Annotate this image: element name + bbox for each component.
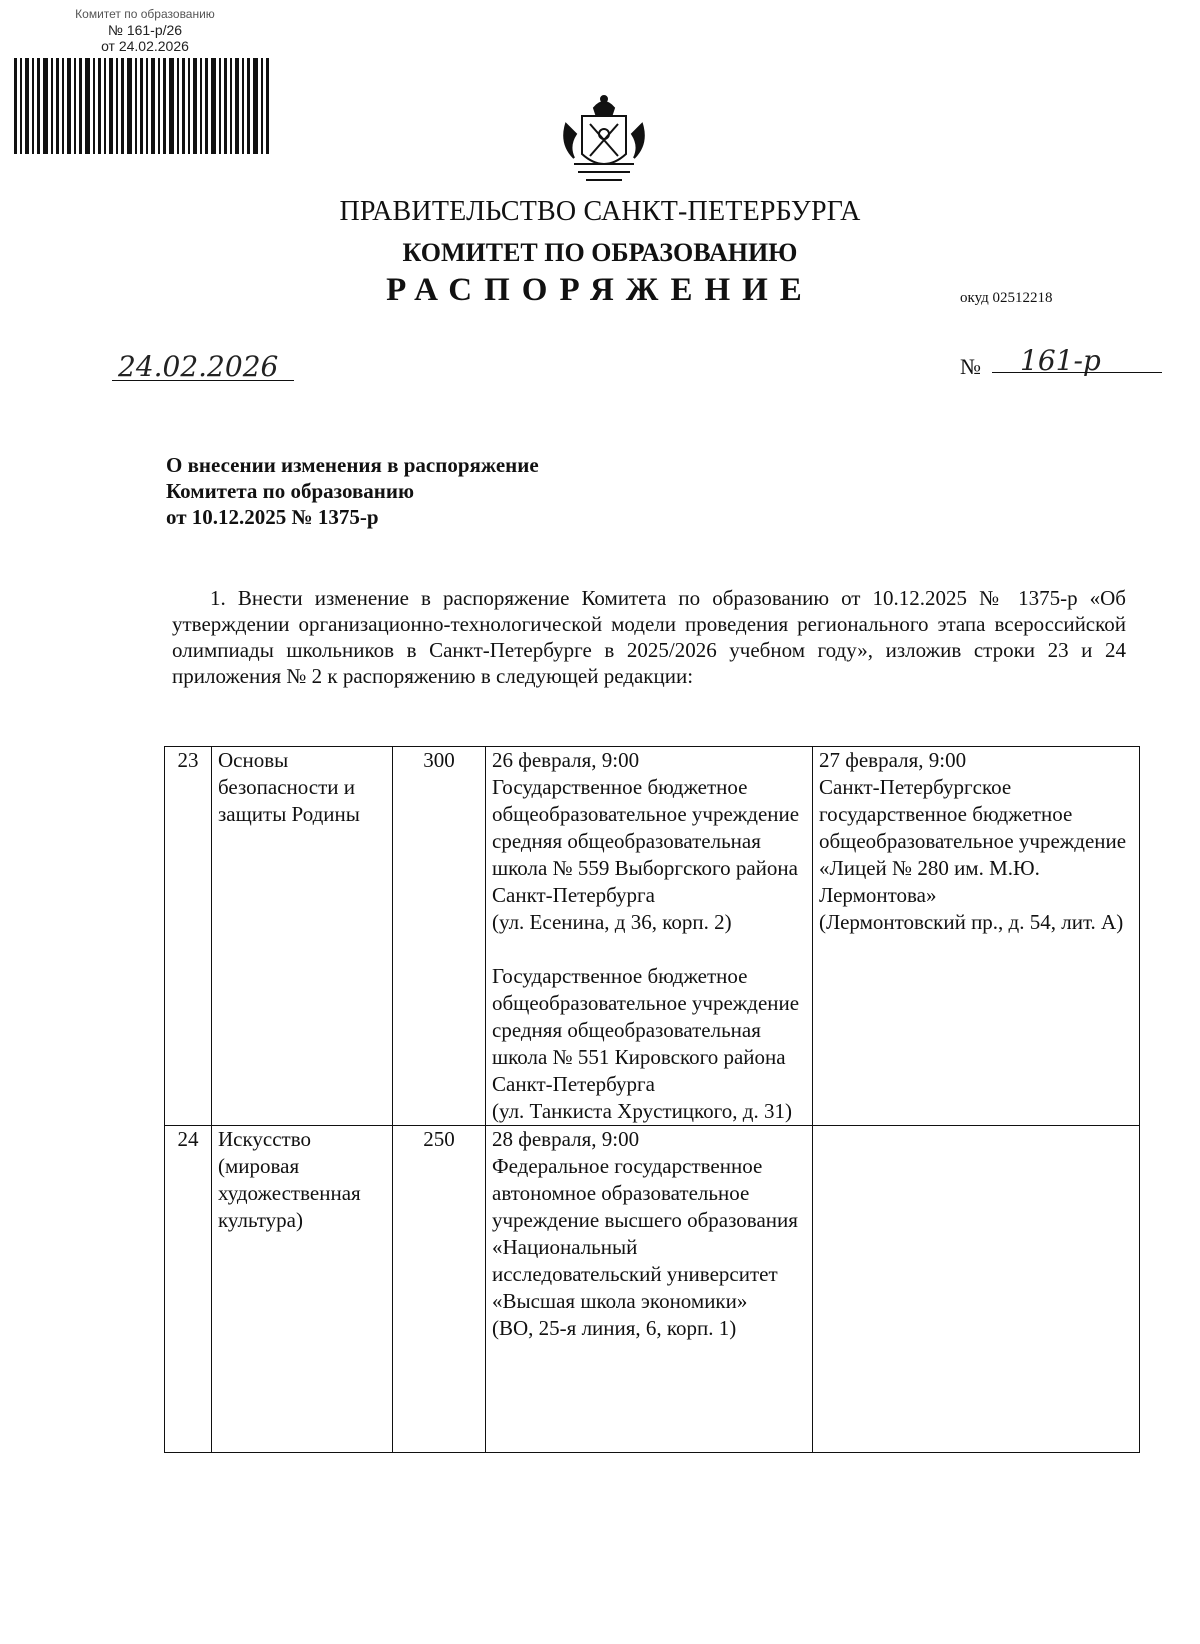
- venue-day2: [813, 747, 1140, 1126]
- participant-count: 250: [393, 1126, 486, 1453]
- stamp-issuer: Комитет по образованию: [75, 7, 215, 21]
- document-number: 161-р: [1020, 344, 1101, 377]
- document-subject: [166, 452, 539, 530]
- venue-address: (ул. Есенина, д 36, корп. 2): [492, 910, 732, 934]
- document-type: РАСПОРЯЖЕНИЕ: [386, 272, 814, 308]
- venue-name: Федеральное государственное автономное образовательное учреждение высшего образования «Национальный исследовательский университет «Высшая школа экономики»: [492, 1154, 798, 1313]
- subject-line: О внесении изменения в распоряжение: [166, 453, 539, 477]
- number-label: №: [960, 354, 981, 379]
- subject-line: Комитета по образованию: [166, 479, 415, 503]
- venue-datetime: 27 февраля, 9:00: [819, 748, 967, 772]
- olympiad-subject: Искусство (мировая художественная культура): [212, 1126, 393, 1453]
- okud-code: окуд 02512218: [960, 290, 1053, 306]
- date-underline: [112, 380, 294, 381]
- barcode: [14, 58, 272, 154]
- venue-name: Государственное бюджетное общеобразовательное учреждение средняя общеобразовательная школа № 551 Кировского района Санкт-Петербурга: [492, 964, 800, 1096]
- venue-day1: [486, 1126, 813, 1453]
- body-paragraph: 1. Внести изменение в распоряжение Комитета по образованию от 10.12.2025 № 1375-р «Об утверждении организационно-технологической модели проведения регионального этапа всероссийской олимпиады школьников в Санкт-Петербурге в 2025/2026 учебном году», изложив строки 23 и 24 приложения № 2 к распоряжению в следующей редакции:: [172, 586, 1126, 688]
- venue-address: (Лермонтовский пр., д. 54, лит. А): [819, 910, 1124, 934]
- stamp-date: от 24.02.2026: [101, 38, 189, 54]
- table-row: [165, 747, 1140, 1126]
- venue-name: Государственное бюджетное общеобразовательное учреждение средняя общеобразовательная школа № 559 Выборгского района Санкт-Петербурга: [492, 775, 800, 907]
- number-underline: [992, 372, 1162, 373]
- document-date: 24.02.2026: [118, 350, 279, 383]
- venue-address: (ВО, 25-я линия, 6, корп. 1): [492, 1316, 737, 1340]
- subject-line: от 10.12.2025 № 1375-р: [166, 505, 379, 529]
- olympiad-subject: Основы безопасности и защиты Родины: [212, 747, 393, 1126]
- venue-day1: [486, 747, 813, 1126]
- table-row: [165, 1126, 1140, 1453]
- registration-stamp: [40, 6, 250, 54]
- participant-count: 300: [393, 747, 486, 1126]
- venue-day2: [813, 1126, 1140, 1453]
- venue-name: Санкт-Петербургское государственное бюджетное общеобразовательное учреждение «Лицей № 280 им. М.Ю. Лермонтова»: [819, 775, 1127, 907]
- row-number: 24: [165, 1126, 212, 1453]
- venue-datetime: 26 февраля, 9:00: [492, 748, 640, 772]
- venue-datetime: 28 февраля, 9:00: [492, 1127, 640, 1151]
- committee-title: КОМИТЕТ ПО ОБРАЗОВАНИЮ: [402, 238, 798, 267]
- government-title: ПРАВИТЕЛЬСТВО САНКТ-ПЕТЕРБУРГА: [339, 196, 861, 227]
- revision-table: [164, 746, 1140, 1453]
- coat-of-arms-emblem: [556, 94, 652, 190]
- row-number: 23: [165, 747, 212, 1126]
- venue-address: (ул. Танкиста Хрустицкого, д. 31): [492, 1099, 792, 1123]
- stamp-number: № 161-р/26: [107, 22, 183, 38]
